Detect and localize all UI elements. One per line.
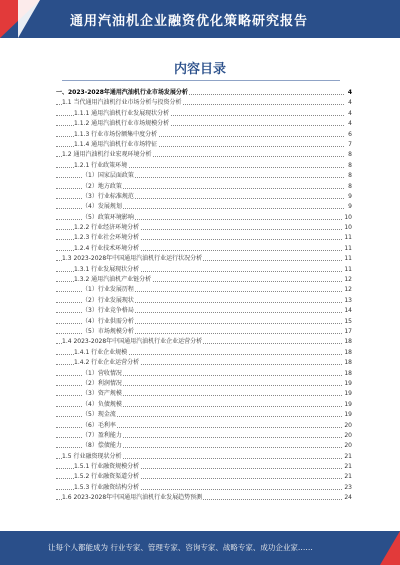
toc-entry-text: 1.3.2 通用汽油机产业链分析 xyxy=(74,276,152,284)
toc-entry-page: 24 xyxy=(343,493,352,503)
toc-entry[interactable] xyxy=(56,202,352,212)
toc-entry-text: 1.6 2023-2028年中国通用汽油机行业发展趋势预测 xyxy=(62,494,203,502)
table-of-contents xyxy=(56,88,352,504)
footer-slogan xyxy=(48,542,313,553)
toc-entry-page: 11 xyxy=(343,254,352,264)
toc-entry[interactable] xyxy=(56,306,352,316)
toc-entry-page: 21 xyxy=(343,472,352,482)
toc-entry[interactable] xyxy=(56,285,352,295)
footer-red-accent xyxy=(380,531,400,565)
toc-entry-page: 18 xyxy=(343,348,352,358)
toc-divider xyxy=(62,80,340,81)
toc-entry-text: 1.5 行业融资现状分析 xyxy=(62,452,122,460)
toc-entry[interactable] xyxy=(56,337,352,347)
toc-entry-text: （8）偿债能力 xyxy=(82,442,122,450)
toc-entry[interactable] xyxy=(56,389,352,399)
toc-entry-text: （3）行业标准规范 xyxy=(82,192,134,200)
toc-entry[interactable] xyxy=(56,462,352,472)
toc-entry-page: 11 xyxy=(343,233,352,243)
toc-entry-text: （2）行业发展现状 xyxy=(82,296,134,304)
toc-entry-page: 6 xyxy=(347,130,352,140)
toc-entry[interactable] xyxy=(56,88,352,98)
toc-entry-page: 13 xyxy=(343,296,352,306)
toc-entry[interactable] xyxy=(56,254,352,264)
toc-entry[interactable] xyxy=(56,400,352,410)
toc-entry[interactable] xyxy=(56,379,352,389)
toc-entry-page: 19 xyxy=(343,379,352,389)
toc-entry[interactable] xyxy=(56,98,352,108)
toc-entry-text: 1.4.2 行业企业运营分析 xyxy=(74,359,140,367)
toc-entry-page: 19 xyxy=(343,410,352,420)
toc-entry-page: 18 xyxy=(343,337,352,347)
toc-entry-page: 9 xyxy=(347,202,352,212)
toc-entry-page: 4 xyxy=(347,98,352,108)
toc-entry-page: 10 xyxy=(343,223,352,233)
toc-entry-text: （2）地方政策 xyxy=(82,182,122,190)
toc-entry[interactable] xyxy=(56,441,352,451)
toc-entry-text: 1.1.3 行业市场份额集中度分析 xyxy=(74,130,158,138)
toc-entry-page: 18 xyxy=(343,369,352,379)
toc-entry[interactable] xyxy=(56,327,352,337)
toc-entry-page: 14 xyxy=(343,306,352,316)
toc-entry-page: 19 xyxy=(343,400,352,410)
toc-entry-text: （4）负债规模 xyxy=(82,400,122,408)
toc-entry[interactable] xyxy=(56,483,352,493)
toc-entry[interactable] xyxy=(56,213,352,223)
toc-entry[interactable] xyxy=(56,452,352,462)
toc-entry-text: （4）发展规划 xyxy=(82,203,122,211)
toc-entry-page: 11 xyxy=(343,244,352,254)
footer-slogan-sub: 行业专家、管理专家、咨询专家、战略专家、成功企业家…… xyxy=(110,543,313,552)
toc-entry-page: 10 xyxy=(343,213,352,223)
toc-entry-page: 19 xyxy=(343,389,352,399)
toc-entry-page: 18 xyxy=(343,358,352,368)
toc-entry[interactable] xyxy=(56,223,352,233)
toc-title: 内容目录 xyxy=(173,62,226,77)
toc-entry-text: （3）行业竞争格局 xyxy=(82,307,134,315)
toc-entry-text: （3）资产规模 xyxy=(82,390,122,398)
toc-entry[interactable] xyxy=(56,265,352,275)
toc-entry[interactable] xyxy=(56,140,352,150)
toc-entry-text: （5）现金流 xyxy=(82,411,116,419)
toc-entry-page: 4 xyxy=(347,119,352,129)
toc-entry-page: 21 xyxy=(343,462,352,472)
toc-entry[interactable] xyxy=(56,317,352,327)
toc-entry[interactable] xyxy=(56,233,352,243)
toc-entry-page: 17 xyxy=(343,327,352,337)
toc-entry-text: 1.4.1 行业企业规模 xyxy=(74,348,128,356)
toc-entry-text: （2）利润情况 xyxy=(82,379,122,387)
toc-entry-text: 1.1.2 通用汽油机行业市场规模分析 xyxy=(74,120,170,128)
toc-entry-text: 一、2023-2028年通用汽油机行业市场发展分析 xyxy=(56,89,188,96)
footer-slogan-main: 让每个人都能成为 xyxy=(48,543,108,552)
toc-entry[interactable] xyxy=(56,348,352,358)
toc-entry[interactable] xyxy=(56,493,352,503)
report-title: 通用汽油机企业融资优化策略研究报告 xyxy=(70,14,309,29)
toc-entry-page: 4 xyxy=(347,109,352,119)
toc-entry-text: 1.1.4 通用汽油机行业市场特征 xyxy=(74,140,158,148)
toc-entry[interactable] xyxy=(56,171,352,181)
toc-entry-text: 1.2.1 行业政策环境 xyxy=(74,161,128,169)
toc-entry[interactable] xyxy=(56,421,352,431)
toc-entry[interactable] xyxy=(56,161,352,171)
toc-entry-page: 12 xyxy=(343,285,352,295)
toc-entry-page: 8 xyxy=(347,150,352,160)
toc-entry[interactable] xyxy=(56,119,352,129)
toc-entry[interactable] xyxy=(56,431,352,441)
toc-entry-text: 1.2.2 行业经济环境分析 xyxy=(74,224,140,232)
toc-entry[interactable] xyxy=(56,296,352,306)
toc-entry-text: （6）毛利率 xyxy=(82,421,116,429)
toc-entry-page: 20 xyxy=(343,441,352,451)
toc-entry-page: 20 xyxy=(343,431,352,441)
toc-entry[interactable] xyxy=(56,244,352,254)
toc-entry-text: （7）盈利能力 xyxy=(82,431,122,439)
toc-entry-text: 1.2.4 行业技术环境分析 xyxy=(74,244,140,252)
toc-entry-text: 1.4 2023-2028年中国通用汽油机行业企业运营分析 xyxy=(62,338,203,346)
toc-entry[interactable] xyxy=(56,130,352,140)
toc-entry-text: 1.5.1 行业融资规模分析 xyxy=(74,463,140,471)
toc-entry[interactable] xyxy=(56,192,352,202)
toc-entry-text: 1.1.1 通用汽油机行业发展现状分析 xyxy=(74,109,170,117)
toc-entry-text: （1）行业发展历程 xyxy=(82,286,134,294)
toc-entry-page: 20 xyxy=(343,421,352,431)
toc-entry[interactable] xyxy=(56,182,352,192)
toc-entry-page: 9 xyxy=(347,192,352,202)
header-white-stripe xyxy=(18,0,40,38)
toc-entry-text: （4）行业供需分析 xyxy=(82,317,134,325)
toc-entry-text: 1.2 通用汽油机行业宏观环境分析 xyxy=(62,151,152,159)
toc-entry-text: （5）市场规模分析 xyxy=(82,327,134,335)
toc-entry-text: （5）政策环境影响 xyxy=(82,213,134,221)
toc-entry-text: 1.5.2 行业融资渠道分析 xyxy=(74,473,140,481)
toc-entry-text: 1.5.3 行业融资结构分析 xyxy=(74,483,140,491)
toc-entry[interactable] xyxy=(56,472,352,482)
toc-entry[interactable] xyxy=(56,150,352,160)
toc-entry-page: 8 xyxy=(347,171,352,181)
toc-entry-text: 1.2.3 行业社会环境分析 xyxy=(74,234,140,242)
toc-entry[interactable] xyxy=(56,410,352,420)
toc-entry-text: 1.1 当代通用汽油机行业市场分析与投资分析 xyxy=(62,99,182,107)
toc-entry[interactable] xyxy=(56,275,352,285)
toc-entry[interactable] xyxy=(56,358,352,368)
toc-entry-page: 15 xyxy=(343,317,352,327)
toc-entry-page: 12 xyxy=(343,275,352,285)
toc-entry-page: 4 xyxy=(347,88,352,98)
toc-entry[interactable] xyxy=(56,109,352,119)
toc-entry-text: 1.3 2023-2028年中国通用汽油机行业运行状况分析 xyxy=(62,255,203,263)
toc-entry-text: （1）营收情况 xyxy=(82,369,122,377)
page-footer xyxy=(0,531,400,565)
toc-entry-page: 11 xyxy=(343,265,352,275)
toc-entry-text: 1.3.1 行业发展现状分析 xyxy=(74,265,140,273)
toc-entry-text: （1）国家层面政策 xyxy=(82,172,134,180)
page-header xyxy=(0,0,400,38)
toc-entry-page: 8 xyxy=(347,161,352,171)
toc-entry-page: 23 xyxy=(343,483,352,493)
toc-entry[interactable] xyxy=(56,369,352,379)
toc-entry-page: 21 xyxy=(343,452,352,462)
toc-entry-page: 7 xyxy=(347,140,352,150)
toc-entry-page: 8 xyxy=(347,182,352,192)
